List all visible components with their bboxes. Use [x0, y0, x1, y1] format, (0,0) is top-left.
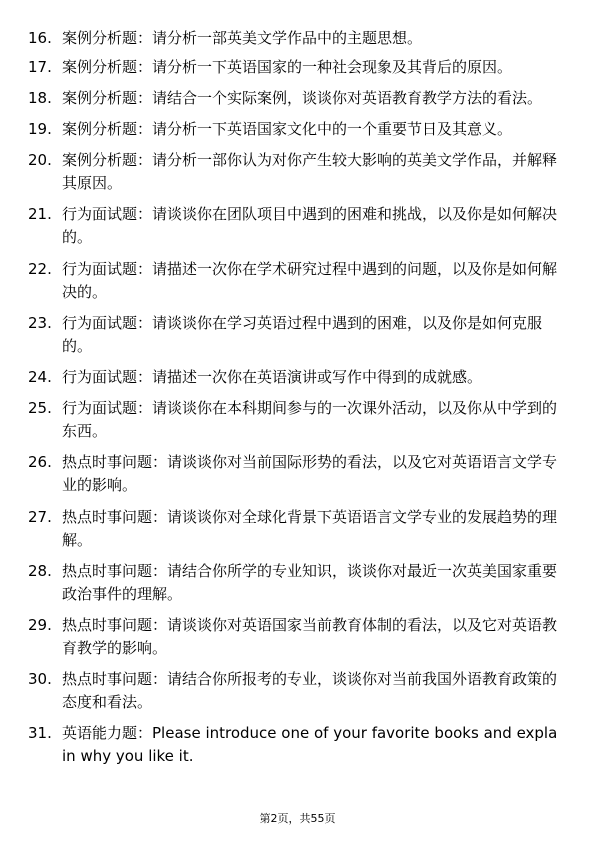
question-number: 16. [28, 29, 52, 47]
question-number: 25. [28, 399, 52, 417]
question-number: 29. [28, 616, 52, 634]
question-item [28, 87, 558, 110]
question-text: 热点时事问题：请结合你所报考的专业，谈谈你对当前我国外语教育政策的态度和看法。 [62, 670, 558, 711]
question-item [28, 118, 558, 141]
question-number: 28. [28, 562, 52, 580]
question-item [28, 451, 558, 497]
question-list [28, 27, 558, 768]
question-text: 英语能力题：Please introduce one of your favorite books and explain why you like it. [62, 724, 558, 765]
question-number: 17. [28, 58, 52, 76]
question-text: 热点时事问题：请谈谈你对当前国际形势的看法，以及它对英语语言文学专业的影响。 [62, 453, 558, 494]
question-text: 行为面试题：请谈谈你在团队项目中遇到的困难和挑战，以及你是如何解决的。 [62, 205, 558, 246]
question-item [28, 397, 558, 443]
question-item [28, 366, 558, 389]
question-item [28, 312, 558, 358]
question-text: 案例分析题：请结合一个实际案例，谈谈你对英语教育教学方法的看法。 [62, 89, 543, 107]
question-number: 23. [28, 314, 52, 332]
question-text: 案例分析题：请分析一部英美文学作品中的主题思想。 [62, 29, 423, 47]
question-item [28, 668, 558, 714]
question-item [28, 722, 558, 768]
question-item [28, 203, 558, 249]
question-number: 21. [28, 205, 52, 223]
question-text: 案例分析题：请分析一下英语国家的一种社会现象及其背后的原因。 [62, 58, 513, 76]
question-number: 19. [28, 120, 52, 138]
question-text: 行为面试题：请谈谈你在本科期间参与的一次课外活动，以及你从中学到的东西。 [62, 399, 558, 440]
question-number: 31. [28, 724, 52, 742]
page-footer: 第2页，共55页 [259, 812, 336, 825]
question-text: 热点时事问题：请谈谈你对全球化背景下英语语言文学专业的发展趋势的理解。 [62, 508, 558, 549]
question-text: 热点时事问题：请谈谈你对英语国家当前教育体制的看法，以及它对英语教育教学的影响。 [62, 616, 558, 657]
question-number: 18. [28, 89, 52, 107]
question-number: 30. [28, 670, 52, 688]
question-item [28, 560, 558, 606]
question-text: 案例分析题：请分析一下英语国家文化中的一个重要节日及其意义。 [62, 120, 513, 138]
question-item [28, 149, 558, 195]
question-number: 20. [28, 151, 52, 169]
question-item [28, 258, 558, 304]
question-number: 27. [28, 508, 52, 526]
question-number: 24. [28, 368, 52, 386]
question-item [28, 614, 558, 660]
question-text: 案例分析题：请分析一部你认为对你产生较大影响的英美文学作品，并解释其原因。 [62, 151, 558, 192]
question-text: 热点时事问题：请结合你所学的专业知识，谈谈你对最近一次英美国家重要政治事件的理解。 [62, 562, 558, 603]
question-number: 22. [28, 260, 52, 278]
question-text: 行为面试题：请描述一次你在英语演讲或写作中得到的成就感。 [62, 368, 483, 386]
question-item [28, 506, 558, 552]
question-number: 26. [28, 453, 52, 471]
question-item [28, 27, 558, 50]
question-text: 行为面试题：请谈谈你在学习英语过程中遇到的困难，以及你是如何克服的。 [62, 314, 543, 355]
question-item [28, 56, 558, 79]
question-text: 行为面试题：请描述一次你在学术研究过程中遇到的问题，以及你是如何解决的。 [62, 260, 558, 301]
